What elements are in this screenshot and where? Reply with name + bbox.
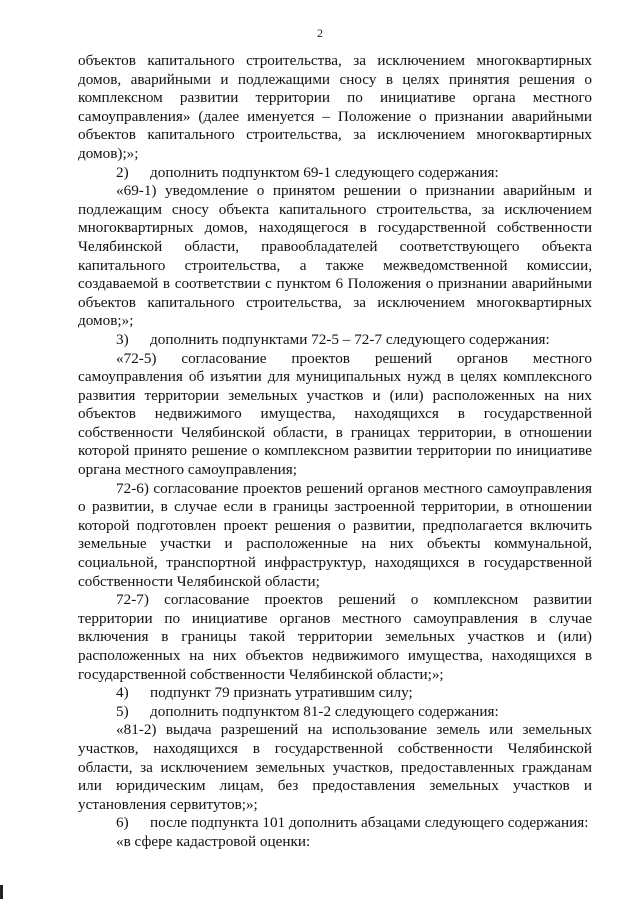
item-number: 4) [116,684,129,702]
item-number: 6) [116,814,129,832]
list-item [78,703,592,722]
quoted-subpoint-72-6: 72-6) согласование проектов решений органов местного самоуправления о развитии, в случае если в границы застроенной территории, в отношении которой подготовлен проект решения о развитии, предполагается включить земельные участки и расположенные на них объекты коммунальной, социальной, транспортной инфраструктур, находящихся в государственной собственности Челябинской области; [78,479,592,590]
quoted-subpoint-72-7: 72-7) согласование проектов решений о комплексном развитии территории по инициативе органов местного самоуправления в случае включения в границы такой территории земельных участков и (или) расположенных на них объектов недвижимого имущества, находящихся в государственной собственности Челябинской области;»; [78,591,592,683]
item-text: дополнить подпунктом 81-2 следующего содержания: [150,702,499,720]
item-text: дополнить подпунктами 72-5 – 72-7 следующего содержания: [150,330,550,348]
page-number: 2 [317,26,323,40]
list-item [78,331,592,350]
quoted-subpoint-81-2: «81-2) выдача разрешений на использование земель или земельных участков, находящихся в государственной собственности Челябинской области, за исключением земельных участков, предоставленных гражданам или юридическим лицам, без предоставления земельных участков и установления сервитутов;»; [78,721,592,813]
item-text: подпункт 79 признать утратившим силу; [150,684,413,702]
paragraph-continuation: объектов капитального строительства, за исключением многоквартирных домов, аварийными и подлежащими сносу в целях принятия решения о комплексном развитии территории по инициативе органа местного самоуправления» (далее именуется – Положение о признании аварийными объектов капитального строительства, за исключением многоквартирных домов);»; [78,52,592,162]
item-text: после подпункта 101 дополнить абзацами следующего содержания: [150,814,589,832]
list-item [78,164,592,183]
item-text: дополнить подпунктом 69-1 следующего содержания: [150,163,499,181]
item-number: 2) [116,163,129,181]
list-item [78,814,592,833]
quoted-subpoint-69-1: «69-1) уведомление о принятом решении о признании аварийным и подлежащим сносу объекта капитального строительства, за исключением многоквартирных домов, находящегося в государственной собственности Челябинской области, правообладателей соответствующего объекта капитального строительства, а также межведомственной комиссии, создаваемой в соответствии с пунктом 6 Положения о признании аварийными объектов капитального строительства, за исключением многоквартирных домов;»; [78,182,592,330]
scan-edge-mark [0,885,3,899]
quoted-subpoint-72-5: «72-5) согласование проектов решений органов местного самоуправления об изъятии для муниципальных нужд в целях комплексного развития территории земельных участков и (или) расположенных на них объектов недвижимого имущества, находящихся в государственной собственности Челябинской области, в границах территории, в отношении которой принято решение о комплексном развитии территории по инициативе органа местного самоуправления; [78,349,592,479]
quoted-heading-cadastral: «в сфере кадастровой оценки: [116,832,311,850]
item-number: 5) [116,702,129,720]
item-number: 3) [116,330,129,348]
document-body [78,52,592,852]
list-item [78,684,592,703]
